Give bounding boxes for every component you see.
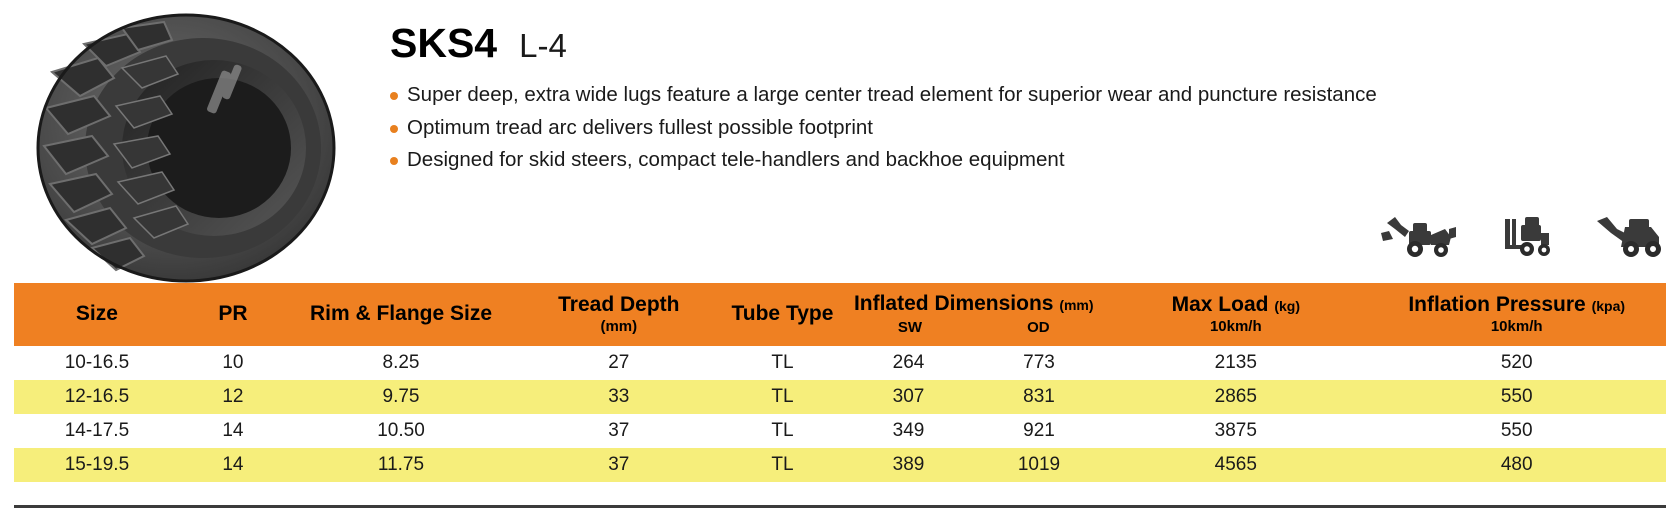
title-row — [390, 20, 1660, 67]
cell-pr: 14 — [180, 448, 286, 482]
feature-item — [390, 116, 1660, 140]
header-label: Tube Type — [731, 302, 834, 326]
column-header-tube-type — [722, 283, 844, 346]
header-label: Size — [75, 302, 118, 326]
cell-rim-flange: 11.75 — [286, 448, 516, 482]
header-unit: (kg) — [1274, 297, 1300, 314]
product-name: SKS4 — [390, 20, 498, 66]
cell-tread-depth: 33 — [516, 380, 722, 414]
cell-rim-flange: 8.25 — [286, 346, 516, 380]
cell-tube-type: TL — [722, 414, 844, 448]
column-header-inflated-dimensions — [843, 283, 1104, 346]
column-header-tread-depth — [516, 283, 722, 346]
product-header — [390, 20, 1660, 181]
cell-tread-depth: 37 — [516, 414, 722, 448]
cell-tread-depth: 37 — [516, 448, 722, 482]
cell-od: 921 — [974, 414, 1104, 448]
header-label-text: Inflated Dimensions — [853, 292, 1054, 316]
feature-text: Optimum tread arc delivers fullest possible footprint — [407, 115, 874, 139]
feature-text: Designed for skid steers, compact tele-handlers and backhoe equipment — [407, 148, 1065, 172]
cell-max-load: 3875 — [1104, 414, 1367, 448]
forklift-icon — [1499, 215, 1553, 259]
cell-size: 15-19.5 — [14, 448, 180, 482]
column-header-inflation-pressure — [1367, 283, 1666, 346]
cell-tube-type: TL — [722, 380, 844, 414]
cell-pr: 14 — [180, 414, 286, 448]
specifications-table — [14, 283, 1666, 482]
cell-max-load: 4565 — [1104, 448, 1367, 482]
table-header-row — [14, 283, 1666, 346]
header-label: Tread Depth — [558, 292, 680, 316]
table-bottom-divider — [14, 505, 1666, 508]
table-row — [14, 346, 1666, 380]
cell-size: 10-16.5 — [14, 346, 180, 380]
header-sub-sw: SW — [897, 318, 922, 336]
header-sub-od: OD — [1027, 318, 1050, 336]
cell-od: 1019 — [974, 448, 1104, 482]
backhoe-loader-icon — [1379, 215, 1457, 259]
header-label — [1369, 294, 1664, 316]
bullet-dot-icon — [390, 125, 398, 133]
feature-item — [390, 148, 1660, 172]
cell-size: 12-16.5 — [14, 380, 180, 414]
header-label: PR — [218, 302, 248, 326]
cell-inflation-pressure: 520 — [1367, 346, 1666, 380]
table-row — [14, 380, 1666, 414]
skid-steer-loader-icon — [1595, 215, 1665, 259]
cell-inflation-pressure: 550 — [1367, 380, 1666, 414]
cell-max-load: 2135 — [1104, 346, 1367, 380]
cell-sw: 307 — [843, 380, 973, 414]
cell-tread-depth: 27 — [516, 346, 722, 380]
header-label-text: Inflation Pressure — [1408, 292, 1586, 316]
bullet-dot-icon — [390, 157, 398, 165]
header-label-text: Max Load — [1171, 292, 1269, 316]
cell-sw: 349 — [843, 414, 973, 448]
cell-max-load: 2865 — [1104, 380, 1367, 414]
header-label — [845, 293, 1102, 315]
feature-item — [390, 83, 1660, 107]
table-row — [14, 414, 1666, 448]
header-label: Rim & Flange Size — [309, 302, 493, 326]
application-icons — [1379, 215, 1665, 259]
cell-inflation-pressure: 550 — [1367, 414, 1666, 448]
header-label — [1106, 294, 1365, 316]
cell-inflation-pressure: 480 — [1367, 448, 1666, 482]
header-speed: 10km/h — [1490, 318, 1543, 336]
product-designation: L-4 — [519, 27, 567, 64]
bullet-dot-icon — [390, 92, 398, 100]
cell-size: 14-17.5 — [14, 414, 180, 448]
table-row — [14, 448, 1666, 482]
column-header-rim-flange-size — [286, 283, 516, 346]
feature-list — [390, 83, 1660, 172]
cell-pr: 12 — [180, 380, 286, 414]
cell-rim-flange: 10.50 — [286, 414, 516, 448]
tire-product-image — [18, 8, 368, 283]
header-unit: (kpa) — [1591, 297, 1626, 314]
cell-tube-type: TL — [722, 346, 844, 380]
cell-od: 831 — [974, 380, 1104, 414]
column-header-pr — [180, 283, 286, 346]
cell-sw: 264 — [843, 346, 973, 380]
column-header-max-load — [1104, 283, 1367, 346]
cell-od: 773 — [974, 346, 1104, 380]
tire-illustration — [18, 8, 368, 283]
header-unit: (mm) — [600, 318, 638, 336]
header-speed: 10km/h — [1209, 318, 1262, 336]
header-subcolumns — [845, 319, 1102, 336]
header-unit: (mm) — [1059, 297, 1094, 314]
cell-pr: 10 — [180, 346, 286, 380]
cell-rim-flange: 9.75 — [286, 380, 516, 414]
cell-sw: 389 — [843, 448, 973, 482]
feature-text: Super deep, extra wide lugs feature a large center tread element for superior wear and puncture resistance — [407, 83, 1377, 106]
column-header-size — [14, 283, 180, 346]
cell-tube-type: TL — [722, 448, 844, 482]
